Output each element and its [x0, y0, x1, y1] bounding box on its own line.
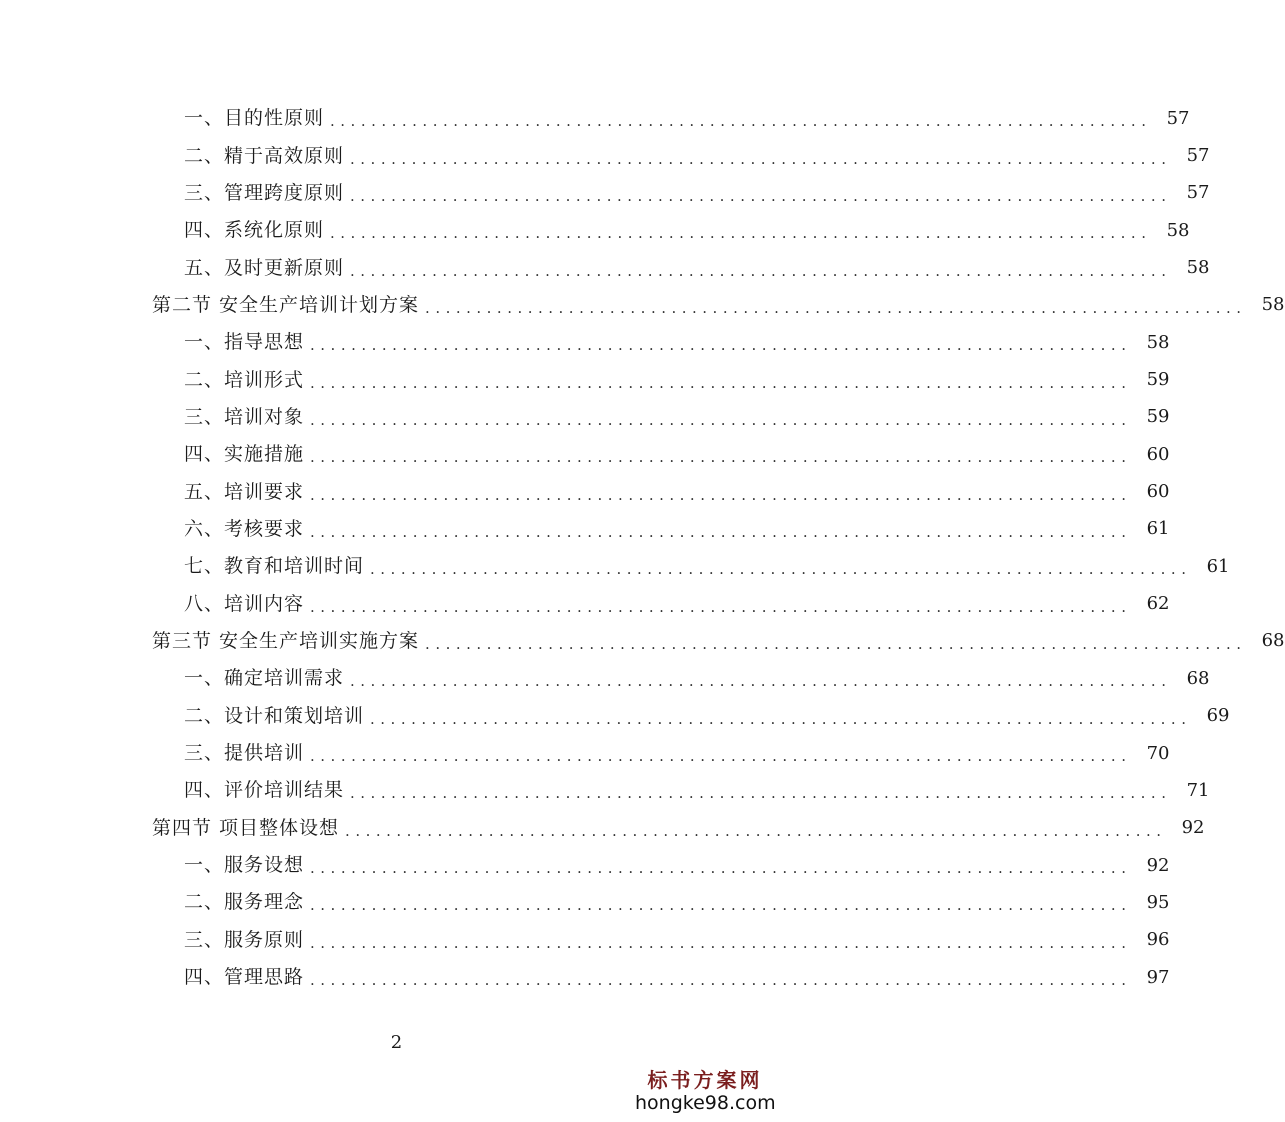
toc-entry[interactable] [0, 772, 1210, 809]
toc-entry[interactable] [0, 361, 1170, 398]
toc-entry-title: 七、教育和培训时间 [184, 555, 365, 578]
watermark-name: 标书方案网 [647, 1068, 763, 1092]
toc-entry-title: 一、目的性原则 [184, 107, 325, 130]
toc-dot-leader: ................................................................................ [350, 672, 1172, 691]
toc-dot-leader: ................................................................................ [310, 448, 1132, 467]
toc-dot-leader: ................................................................................ [310, 933, 1132, 952]
toc-section-entry[interactable] [0, 810, 1205, 847]
toc-entry[interactable] [0, 249, 1210, 286]
toc-entry-title: 三、培训对象 [184, 405, 305, 428]
toc-entry-title: 二、精于高效原则 [184, 144, 345, 167]
toc-dot-leader: ................................................................................ [310, 971, 1132, 990]
toc-entry[interactable] [0, 548, 1230, 585]
toc-entry-title: 一、确定培训需求 [184, 667, 345, 690]
toc-dot-leader: ................................................................................ [310, 373, 1132, 392]
toc-entry-title: 三、服务原则 [184, 928, 305, 951]
toc-entry-page: 58 [1146, 331, 1170, 353]
toc-entry-page: 69 [1206, 705, 1230, 727]
toc-dot-leader: ................................................................................ [330, 224, 1152, 243]
toc-entry[interactable] [0, 511, 1170, 548]
toc-dot-leader: ................................................................................ [310, 597, 1132, 616]
toc-dot-leader: ................................................................................ [310, 747, 1132, 766]
toc-entry-page: 68 [1261, 630, 1285, 652]
toc-entry-title: 四、评价培训结果 [184, 779, 345, 802]
toc-entry-title: 四、实施措施 [184, 443, 305, 466]
toc-entry-page: 68 [1186, 667, 1210, 689]
toc-entry-title: 第三节 安全生产培训实施方案 [152, 629, 420, 652]
toc-section-entry[interactable] [0, 287, 1285, 324]
toc-entry-page: 57 [1186, 145, 1210, 167]
toc-dot-leader: ................................................................................ [310, 410, 1132, 429]
toc-entry[interactable] [0, 175, 1210, 212]
toc-entry-page: 70 [1146, 742, 1170, 764]
toc-entry-page: 95 [1146, 891, 1170, 913]
toc-entry-title: 一、服务设想 [184, 854, 305, 877]
toc-dot-leader: ................................................................................ [310, 522, 1132, 541]
toc-dot-leader: ................................................................................ [350, 186, 1172, 205]
toc-entry-page: 60 [1146, 481, 1170, 503]
watermark-url: hongke98.com [635, 1092, 776, 1114]
toc-entry-page: 96 [1146, 929, 1170, 951]
toc-entry-page: 58 [1186, 257, 1210, 279]
toc-entry-title: 第二节 安全生产培训计划方案 [152, 293, 420, 316]
toc-dot-leader: ................................................................................ [310, 485, 1132, 504]
toc-entry-page: 57 [1166, 107, 1190, 129]
toc-dot-leader: ................................................................................ [330, 112, 1152, 131]
toc-entry-page: 57 [1186, 182, 1210, 204]
toc-entry[interactable] [0, 959, 1170, 996]
toc-dot-leader: ................................................................................ [310, 336, 1132, 355]
toc-entry[interactable] [0, 399, 1170, 436]
toc-entry-page: 58 [1166, 219, 1190, 241]
toc-dot-leader: ................................................................................ [310, 859, 1132, 878]
toc-entry-page: 61 [1206, 555, 1230, 577]
toc-entry-page: 71 [1186, 779, 1210, 801]
toc-entry[interactable] [0, 847, 1170, 884]
toc-entry-page: 61 [1146, 518, 1170, 540]
toc-entry-title: 二、培训形式 [184, 368, 305, 391]
toc-entry[interactable] [0, 585, 1170, 622]
page-number: 2 [390, 1032, 403, 1053]
table-of-contents [0, 100, 1285, 996]
toc-entry[interactable] [0, 324, 1170, 361]
toc-entry-title: 三、管理跨度原则 [184, 181, 345, 204]
toc-dot-leader: ................................................................................ [425, 634, 1247, 653]
toc-entry-page: 62 [1146, 593, 1170, 615]
toc-entry[interactable] [0, 436, 1170, 473]
toc-entry-page: 60 [1146, 443, 1170, 465]
toc-dot-leader: ................................................................................ [310, 896, 1132, 915]
toc-entry-page: 59 [1146, 369, 1170, 391]
toc-entry[interactable] [0, 922, 1170, 959]
toc-dot-leader: ................................................................................ [345, 821, 1167, 840]
toc-entry-page: 92 [1146, 854, 1170, 876]
toc-entry-page: 58 [1261, 294, 1285, 316]
toc-entry-title: 第四节 项目整体设想 [152, 816, 340, 839]
toc-dot-leader: ................................................................................ [350, 149, 1172, 168]
watermark-logo [635, 1068, 775, 1114]
toc-entry-title: 八、培训内容 [184, 592, 305, 615]
toc-dot-leader: ................................................................................ [370, 709, 1192, 728]
toc-entry-title: 二、服务理念 [184, 891, 305, 914]
toc-entry-title: 二、设计和策划培训 [184, 704, 365, 727]
toc-dot-leader: ................................................................................ [425, 298, 1247, 317]
toc-entry-page: 92 [1181, 817, 1205, 839]
toc-entry[interactable] [0, 698, 1230, 735]
toc-entry-title: 四、管理思路 [184, 966, 305, 989]
toc-entry-title: 五、培训要求 [184, 480, 305, 503]
toc-entry-title: 三、提供培训 [184, 742, 305, 765]
toc-dot-leader: ................................................................................ [350, 261, 1172, 280]
toc-entry-title: 四、系统化原则 [184, 219, 325, 242]
toc-entry[interactable] [0, 473, 1170, 510]
toc-entry-page: 97 [1146, 966, 1170, 988]
toc-entry-page: 59 [1146, 406, 1170, 428]
toc-entry[interactable] [0, 137, 1210, 174]
toc-entry[interactable] [0, 884, 1170, 921]
toc-dot-leader: ................................................................................ [350, 784, 1172, 803]
toc-entry-title: 一、指导思想 [184, 331, 305, 354]
toc-entry[interactable] [0, 100, 1190, 137]
toc-entry-title: 六、考核要求 [184, 517, 305, 540]
toc-entry[interactable] [0, 660, 1210, 697]
toc-entry[interactable] [0, 212, 1190, 249]
toc-entry[interactable] [0, 735, 1170, 772]
toc-entry-title: 五、及时更新原则 [184, 256, 345, 279]
toc-section-entry[interactable] [0, 623, 1285, 660]
toc-dot-leader: ................................................................................ [370, 560, 1192, 579]
